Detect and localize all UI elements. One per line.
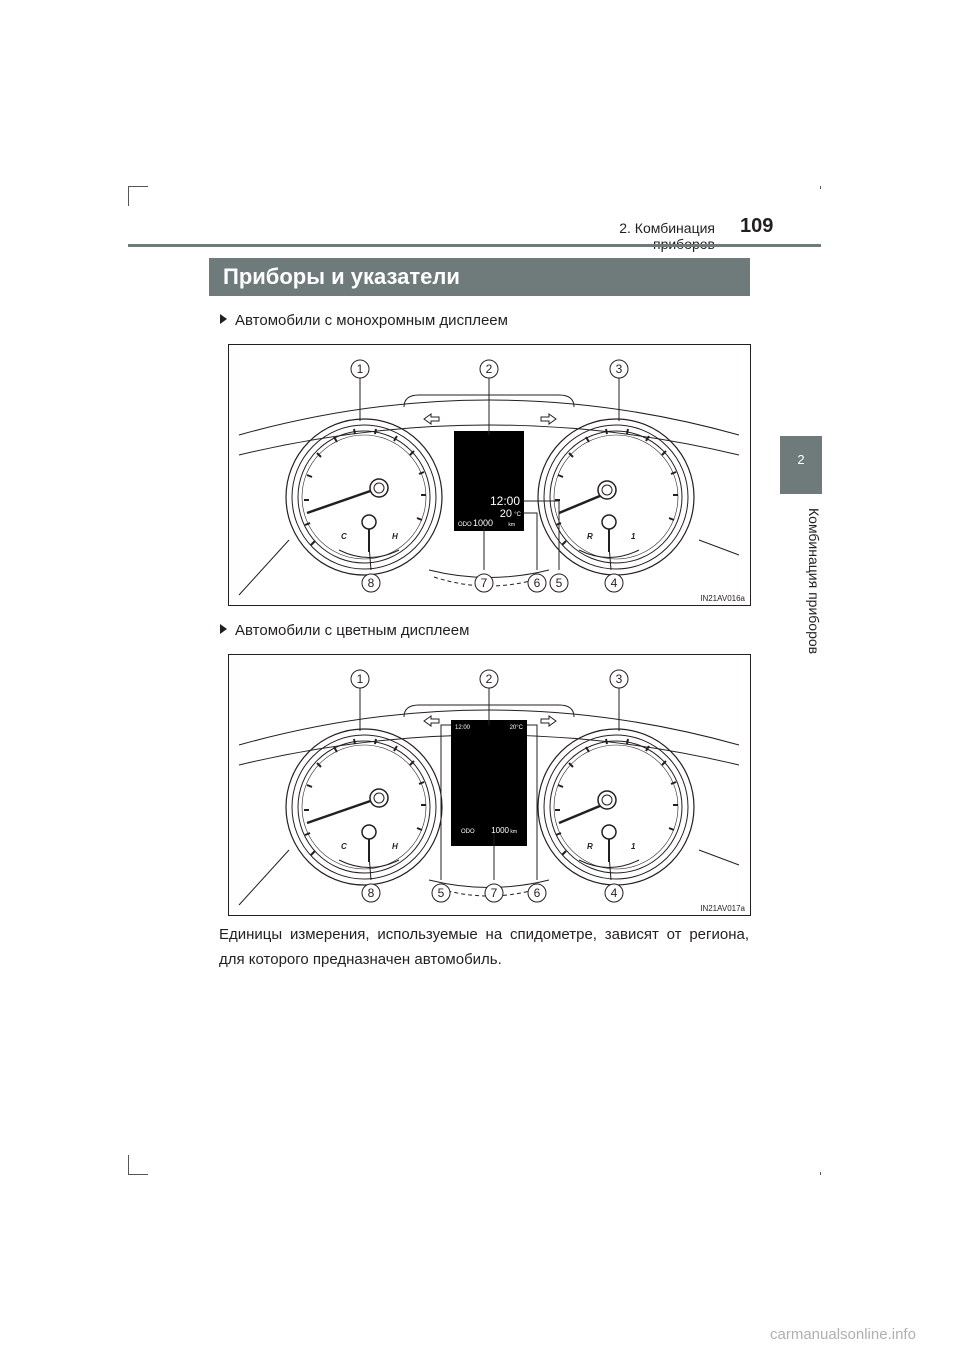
figure-code: IN21AV016a (700, 594, 745, 603)
tachometer (538, 729, 694, 885)
callout-2: 2 (485, 672, 493, 686)
bullet-triangle-icon (220, 314, 227, 324)
fuel-full-mark: 1 (631, 842, 636, 851)
body-paragraph: Единицы измерения, используемые на спидометре, зависят от региона, для которого предназначен автомобиль. (219, 926, 749, 968)
fuel-empty-mark: R (587, 842, 593, 851)
page-number: 109 (740, 215, 774, 237)
turn-left-icon (424, 414, 439, 424)
crop-mark-top-left-h (128, 186, 148, 187)
section-heading-bar (209, 258, 750, 296)
watermark: carmanualsonline.info (770, 1326, 916, 1343)
callout-7: 7 (480, 576, 488, 590)
running-header: 2. Комбинация (619, 220, 715, 236)
speedometer (286, 729, 442, 885)
callout-7: 7 (490, 886, 498, 900)
callout-1: 1 (356, 672, 364, 686)
callout-5: 5 (437, 886, 445, 900)
figure-1 (228, 344, 751, 606)
temp-cold-mark: C (341, 532, 347, 541)
display-temp: 20°C (509, 725, 523, 731)
callout-6: 6 (533, 886, 541, 900)
callout-1: 1 (356, 362, 364, 376)
crop-mark-top-right (820, 186, 821, 189)
temp-cold-mark: C (341, 842, 347, 851)
instrument-cluster-color (229, 655, 750, 915)
turn-right-icon (541, 414, 556, 424)
callout-3: 3 (615, 672, 623, 686)
tachometer (538, 419, 694, 575)
turn-right-icon (541, 716, 556, 726)
figure-1-caption (220, 312, 508, 329)
fuel-full-mark: 1 (631, 532, 636, 541)
callout-8: 8 (367, 886, 375, 900)
temp-hot-mark: H (392, 532, 398, 541)
callout-2: 2 (485, 362, 493, 376)
display-odo-value: 1000 (472, 518, 493, 528)
figure-1-caption-text: Автомобили с монохромным дисплеем (235, 312, 508, 329)
crop-mark-bottom-left-v (128, 1155, 129, 1175)
callout-8: 8 (367, 576, 375, 590)
display-clock: 12:00 (489, 494, 520, 508)
temp-hot-mark: H (392, 842, 398, 851)
display-odo-label: ODO (461, 829, 475, 835)
crop-mark-bottom-right (820, 1172, 821, 1175)
chapter-tab[interactable] (780, 436, 822, 494)
callout-4: 4 (610, 576, 618, 590)
figure-2-caption (220, 622, 469, 639)
display-temp: 20 (499, 508, 512, 520)
display-clock: 12:00 (455, 725, 471, 731)
instrument-cluster-mono (229, 345, 750, 605)
bullet-triangle-icon (220, 624, 227, 634)
figure-2 (228, 654, 751, 916)
crop-mark-top-left-v (128, 186, 129, 206)
figure-2-caption-text: Автомобили с цветным дисплеем (235, 622, 470, 639)
callout-6: 6 (533, 576, 541, 590)
color-display (451, 720, 527, 846)
header-rule (128, 244, 821, 247)
display-temp-unit: °C (514, 512, 521, 518)
callout-5: 5 (555, 576, 563, 590)
fuel-empty-mark: R (587, 532, 593, 541)
display-odo-unit: km (510, 829, 517, 835)
turn-left-icon (424, 716, 439, 726)
display-odo-label: ODO (458, 522, 472, 528)
section-title: Приборы и указатели (223, 264, 460, 289)
callout-4: 4 (610, 886, 618, 900)
chapter-number: 2 (797, 452, 805, 467)
display-odo-value: 1000 (491, 826, 509, 835)
display-odo-unit: km (508, 522, 515, 528)
crop-mark-bottom-left-h (128, 1174, 148, 1175)
chapter-label: Комбинация приборов (806, 508, 822, 655)
speedometer (286, 419, 442, 575)
figure-code: IN21AV017a (700, 904, 745, 913)
callout-3: 3 (615, 362, 623, 376)
